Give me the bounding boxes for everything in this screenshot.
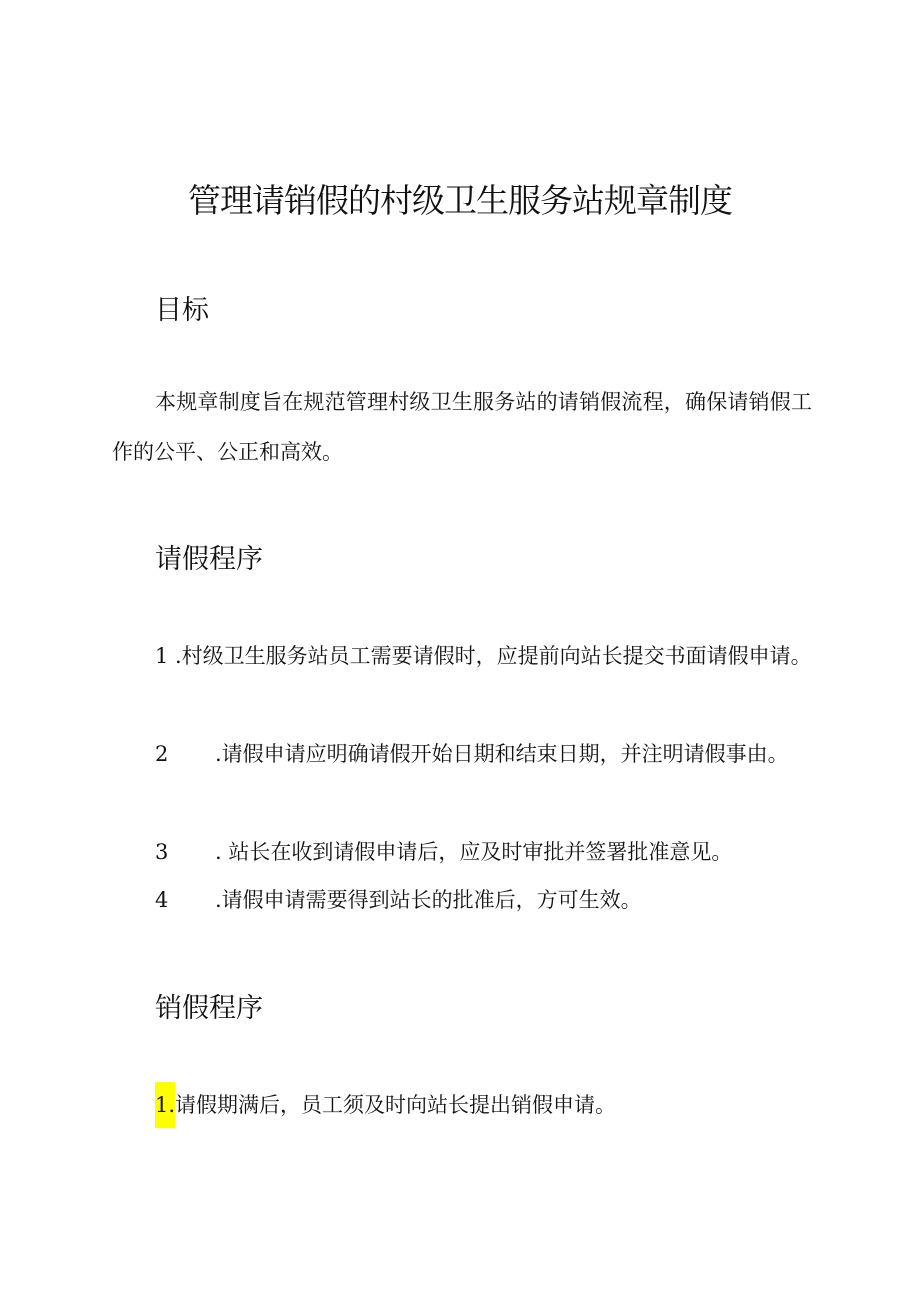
- leave-item-text: .请假申请需要得到站长的批准后，方可生效。: [215, 888, 642, 912]
- leave-item-1: [112, 631, 812, 681]
- document-title: 管理请销假的村级卫生服务站规章制度: [188, 181, 732, 220]
- leave-item-2: [112, 729, 812, 779]
- section-heading-goal: 目标: [155, 295, 209, 326]
- leave-item-number: 2: [155, 742, 169, 766]
- section-heading-cancel: 销假程序: [155, 993, 263, 1024]
- leave-item-text: .村级卫生服务站员工需要请假时，应提前向站长提交书面请假申请。: [175, 644, 812, 668]
- cancel-item-text: 请假期满后，员工须及时向站长提出销假申请。: [175, 1093, 617, 1117]
- leave-item-4: [112, 875, 812, 925]
- cancel-item-number-highlighted: 1.: [155, 1082, 175, 1128]
- goal-paragraph: 本规章制度旨在规范管理村级卫生服务站的请销假流程，确保请销假工作的公平、公正和高效。: [112, 390, 812, 464]
- section-heading-leave: 请假程序: [155, 544, 263, 575]
- leave-item-3: [112, 827, 812, 877]
- leave-item-number: 4: [155, 888, 169, 912]
- leave-item-text: . 站长在收到请假申请后，应及时审批并签署批准意见。: [215, 840, 733, 864]
- leave-item-number: 3: [155, 840, 169, 864]
- cancel-item-1: [112, 1080, 812, 1130]
- leave-item-number: 1: [155, 644, 169, 668]
- leave-item-text: .请假申请应明确请假开始日期和结束日期，并注明请假事由。: [215, 742, 789, 766]
